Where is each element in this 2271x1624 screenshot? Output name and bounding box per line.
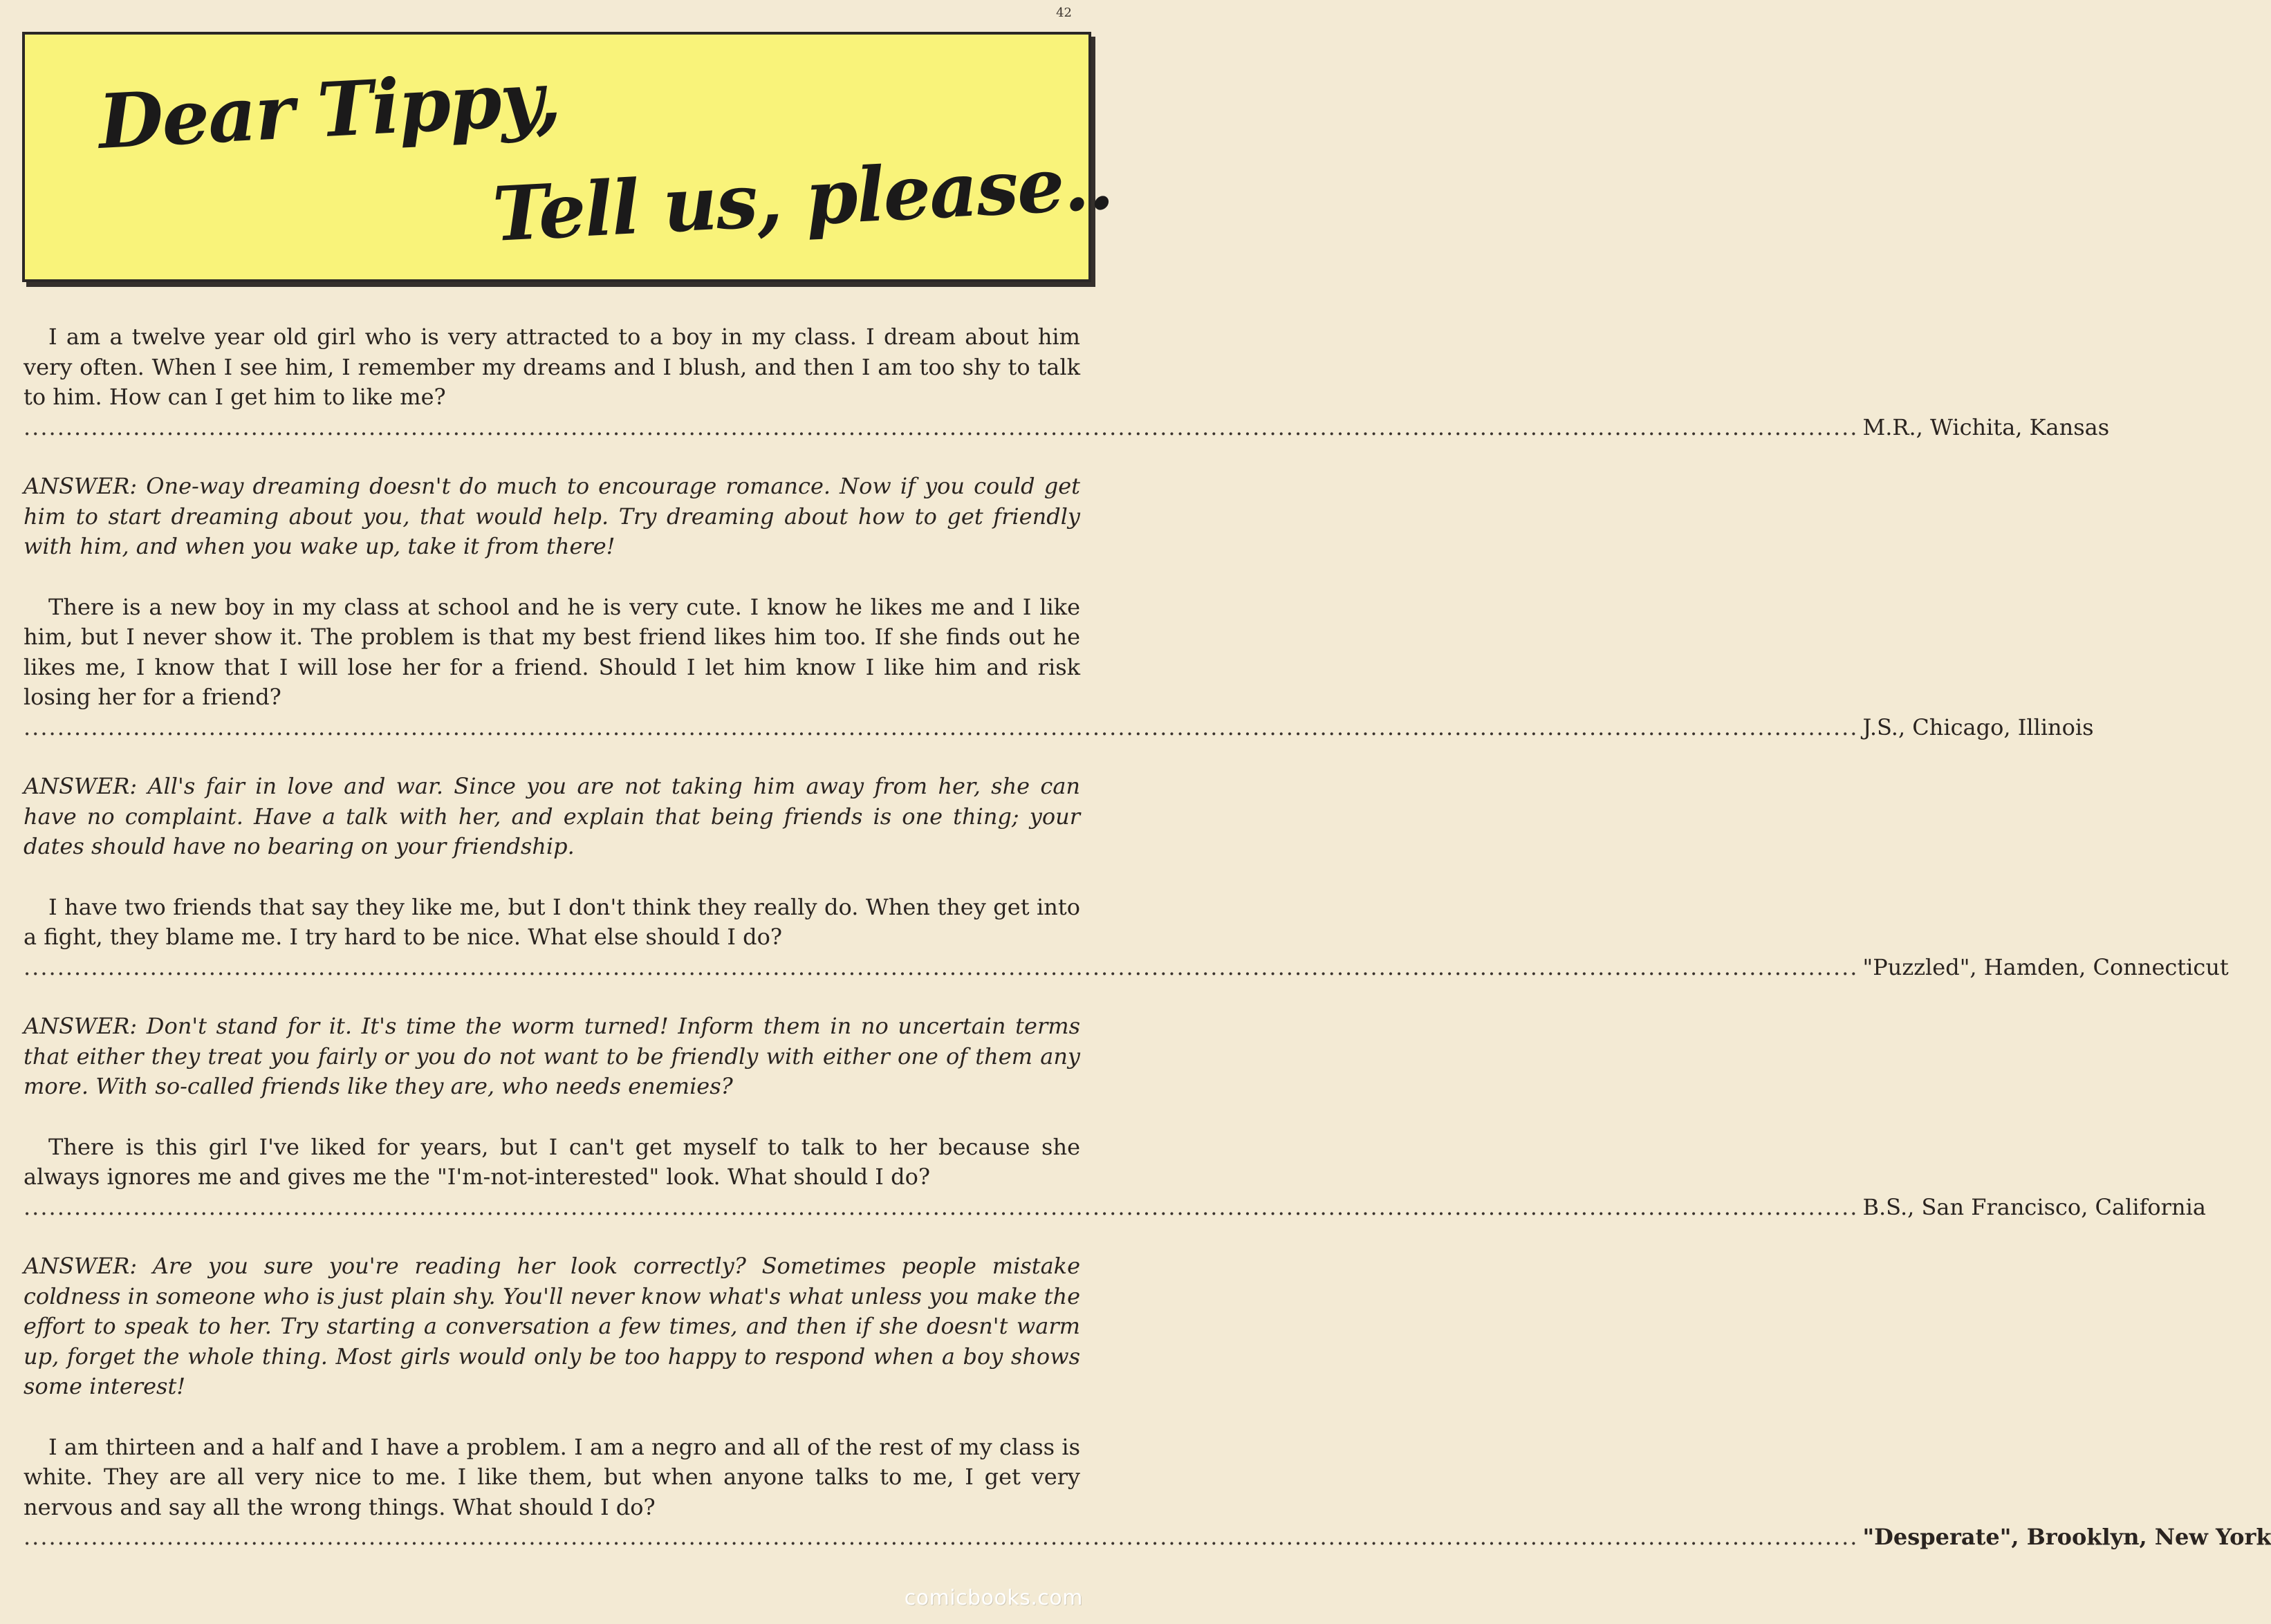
answer-text: Don't stand for it. It's time the worm turned! Inform them in no uncertain terms that either they treat you fairly or you do not want to be friendly with either one of them any more. With so-called friends like they are, who needs enemies? <box>24 1013 1081 1099</box>
dotted-leader: .......................................................................................................................................................................................................................... <box>24 413 1859 440</box>
letter-entry-2 <box>24 592 2094 862</box>
reader-signature: "Desperate", Brooklyn, New York <box>1862 1524 2271 1550</box>
signature-line <box>24 1193 2206 1223</box>
header-title-line-1: Dear Tippy, <box>96 55 562 166</box>
reader-letter: I have two friends that say they like me, but I don't think they really do. When they get into a fight, they blame me. I try hard to be nice. What else should I do? <box>24 893 1080 950</box>
letter-entry-5 <box>24 1432 2271 1553</box>
site-watermark: comicbooks.com <box>904 1586 1083 1610</box>
signature-line <box>24 713 2094 743</box>
signature-line <box>24 953 2229 983</box>
letter-entry-4 <box>24 1132 2206 1402</box>
answer-label: ANSWER: <box>24 473 138 499</box>
letters-column <box>24 322 2271 1553</box>
reader-signature: J.S., Chicago, Illinois <box>1862 713 2094 740</box>
reader-letter: There is this girl I've liked for years, but I can't get myself to talk to her because she always ignores me and gives me the "I'm-not-interested" look. What should I do? <box>24 1133 1080 1190</box>
answer-text: Are you sure you're reading her look correctly? Sometimes people mistake coldness in someone who is just plain shy. You'll never know what's what unless you make the effort to speak to her. Try starting a conversation a few times, and then if she doesn't warm up, forget the whole thing. Most girls would only be too happy to respond when a boy shows some interest! <box>24 1253 1081 1399</box>
answer-label: ANSWER: <box>24 1253 138 1279</box>
answer-text: All's fair in love and war. Since you are not taking him away from her, she can have no complaint. Have a talk with her, and explain that being friends is one thing; your dates should have no bearing on your friendship. <box>24 773 1081 859</box>
answer-paragraph <box>24 472 1080 562</box>
reader-letter: I am thirteen and a half and I have a problem. I am a negro and all of the rest of my class is white. They are all very nice to me. I like them, but when anyone talks to me, I get very nervous and say all the wrong things. What should I do? <box>24 1433 1080 1520</box>
dotted-leader: .......................................................................................................................................................................................................................... <box>24 713 1859 740</box>
dotted-leader: .......................................................................................................................................................................................................................... <box>24 953 1859 980</box>
letter-entry-1 <box>24 322 2110 562</box>
answer-text: One-way dreaming doesn't do much to encourage romance. Now if you could get him to start dreaming about you, that would help. Try dreaming about how to get friendly with him, and when you wake up, take it from there! <box>24 473 1081 559</box>
column-header-banner <box>22 32 1115 282</box>
reader-letter: There is a new boy in my class at school and he is very cute. I know he likes me and I like him, but I never show it. The problem is that my best friend likes him too. If she finds out he likes me, I know that I will lose her for a friend. Should I let him know I like him and risk losing her for a friend? <box>24 593 1080 710</box>
answer-label: ANSWER: <box>24 773 138 799</box>
answer-label: ANSWER: <box>24 1013 138 1039</box>
signature-line <box>24 413 2110 443</box>
page-number: 42 <box>1056 6 1072 20</box>
answer-paragraph <box>24 1251 1080 1402</box>
reader-signature: "Puzzled", Hamden, Connecticut <box>1862 953 2229 980</box>
letter-entry-3 <box>24 893 2229 1102</box>
reader-signature: B.S., San Francisco, California <box>1862 1193 2206 1220</box>
dotted-leader: .......................................................................................................................................................................................................................... <box>24 1193 1859 1220</box>
reader-signature: M.R., Wichita, Kansas <box>1862 413 2110 440</box>
dotted-leader: .......................................................................................................................................................................................................................... <box>24 1524 1859 1550</box>
signature-line <box>24 1522 2271 1553</box>
answer-paragraph <box>24 772 1080 862</box>
answer-paragraph <box>24 1011 1080 1102</box>
header-title-line-2: Tell us, please.. <box>490 139 1115 259</box>
reader-letter: I am a twelve year old girl who is very attracted to a boy in my class. I dream about him very often. When I see him, I remember my dreams and I blush, and then I am too shy to talk to him. How can I get him to like me? <box>24 324 1080 410</box>
